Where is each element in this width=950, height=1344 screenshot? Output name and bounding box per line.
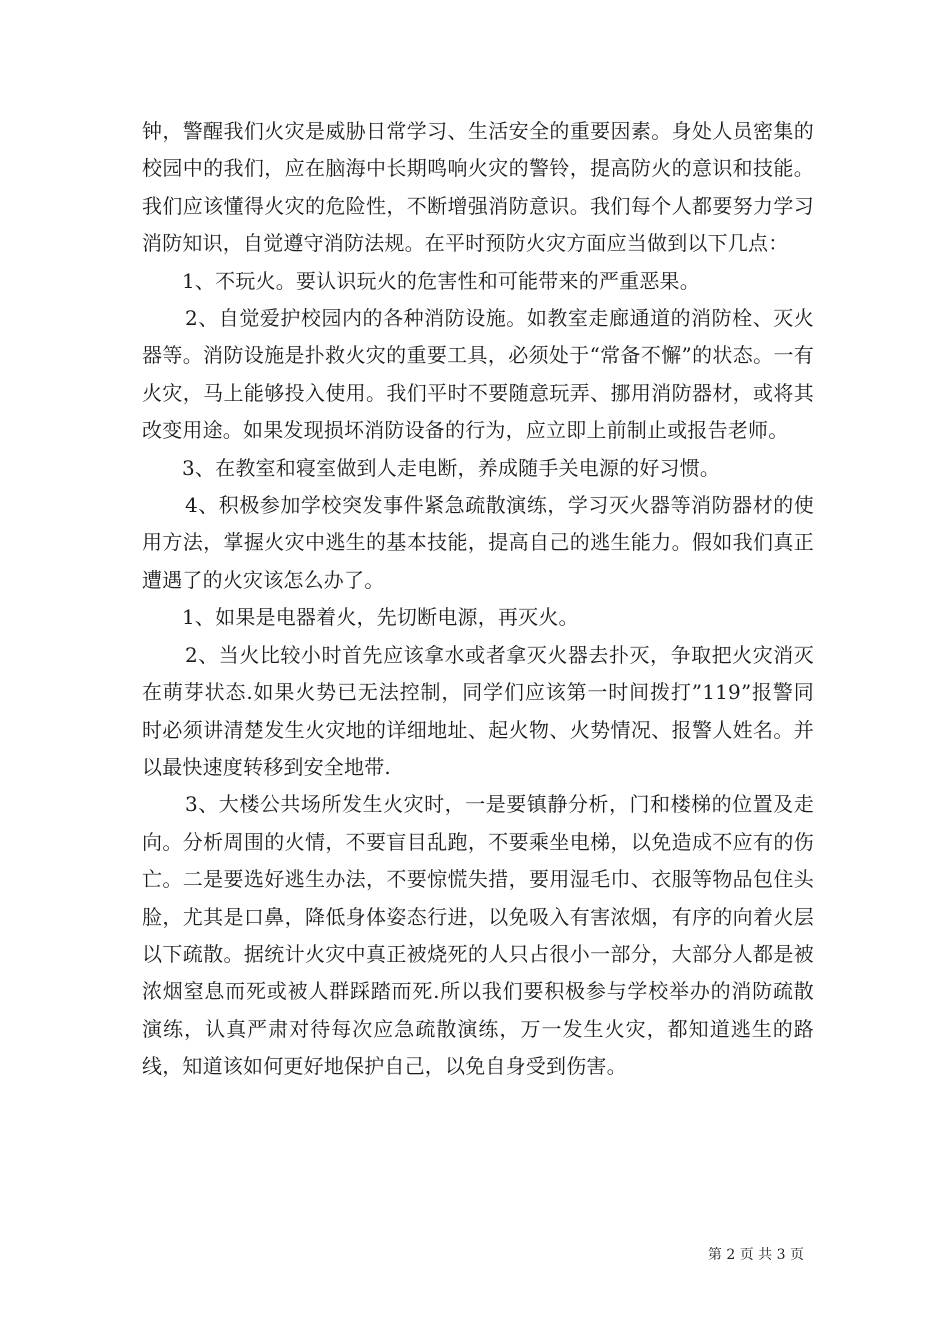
document-body xyxy=(142,113,814,1086)
paragraph-point-3-power-off: 3、在教室和寝室做到人走电断，养成随手关电源的好习惯。 xyxy=(182,455,721,480)
paragraph-action-3-building-fire: 3、大楼公共场所发生火灾时，一是要镇静分析，门和楼梯的位置及走向。分析周围的火情，不要盲目乱跑，不要乘坐电梯，以免造成不应有的伤亡。二是要选好逃生办法，不要惊慌失措，要用湿毛巾、衣服等物品包住头脸，尤其是口鼻，降低身体姿态行进，以免吸入有害浓烟，有序的向着火层以下疏散。据统计火灾中真正被烧死的人只占很小一部分，大部分人都是被浓烟窒息而死或被人群踩踏而死.所以我们要积极参与学校举办的消防疏散演练，认真严肃对待每次应急疏散演练，万一发生火灾，都知道逃生的路线，知道该如何更好地保护自己，以免自身受到伤害。 xyxy=(142,792,814,1079)
paragraph-action-2-small-fire: 2、当火比较小时首先应该拿水或者拿灭火器去扑灭，争取把火灾消灭在萌芽状态.如果火势已无法控制，同学们应该第一时间拨打”119”报警同时必须讲清楚发生火灾地的详细地址、起火物、火势情况、报警人姓名。并以最快速度转移到安全地带. xyxy=(142,642,814,779)
paragraph-point-2-protect-facilities: 2、自觉爱护校园内的各种消防设施。如教室走廊通道的消防栓、灭火器等。消防设施是扑救火灾的重要工具，必须处于“常备不懈”的状态。一有火灾，马上能够投入使用。我们平时不要随意玩弄、挪用消防器材，或将其改变用途。如果发现损坏消防设备的行为，应立即上前制止或报告老师。 xyxy=(142,306,814,443)
paragraph-point-1-no-playing-fire: 1、不玩火。要认识玩火的危害性和可能带来的严重恶果。 xyxy=(182,268,700,293)
page-number-footer: 第 2 页 共 3 页 xyxy=(707,1247,804,1263)
paragraph-intro: 钟，警醒我们火灾是威胁日常学习、生活安全的重要因素。身处人员密集的校园中的我们，应在脑海中长期鸣响火灾的警铃，提高防火的意识和技能。我们应该懂得火灾的危险性，不断增强消防意识。我们每个人都要努力学习消防知识，自觉遵守消防法规。在平时预防火灾方面应当做到以下几点： xyxy=(142,119,814,256)
paragraph-action-1-electrical-fire: 1、如果是电器着火，先切断电源，再灭火。 xyxy=(182,605,579,630)
paragraph-point-4-drills: 4、积极参加学校突发事件紧急疏散演练，学习灭火器等消防器材的使用方法，掌握火灾中逃生的基本技能，提高自己的逃生能力。假如我们真正遭遇了的火灾该怎么办了。 xyxy=(142,493,814,592)
